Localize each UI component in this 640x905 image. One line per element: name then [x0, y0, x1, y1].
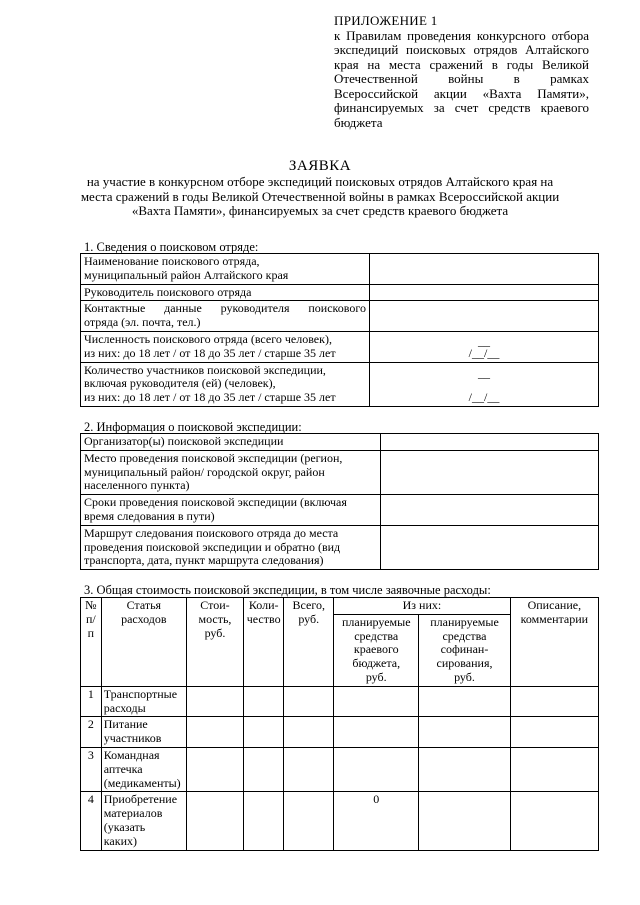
cell-total[interactable]: [284, 717, 334, 748]
header-cost: Стои- мость, руб.: [186, 598, 243, 687]
label-line: проведения поисковой экспедиции и обратно (вид: [84, 539, 341, 554]
cell-qty[interactable]: [244, 717, 284, 748]
cell-qty[interactable]: [244, 686, 284, 717]
label-line: муниципальный район Алтайского края: [84, 267, 289, 282]
table-row: [81, 450, 599, 494]
row-label: [81, 495, 381, 526]
cell-desc[interactable]: [510, 792, 598, 850]
label-line: включая руководителя (ей) (человек),: [84, 376, 276, 391]
cell-total[interactable]: [284, 747, 334, 791]
table-row: [81, 495, 599, 526]
cell-regional[interactable]: [334, 717, 419, 748]
row-label: [81, 450, 381, 494]
label-line: Организатор(ы) поисковой экспедиции: [84, 434, 284, 448]
ratio-blank: /__/__: [468, 390, 500, 405]
cell-desc[interactable]: [510, 747, 598, 791]
table-row: [81, 525, 599, 569]
table-row: [81, 792, 599, 850]
table-row: [81, 254, 599, 285]
row-num: 2: [81, 717, 102, 748]
label-line: Руководитель поискового отряда: [84, 284, 252, 299]
annex-text: к Правилам проведения конкурсного отбора экспедиций поисковых отрядов Алтайского края на места сражений в годы Великой Отечественной войны в рамках Всероссийской акции «Вахта Памяти», финансируемых за счет средств краевого бюджета: [334, 27, 589, 130]
input-cell-contacts[interactable]: [370, 301, 599, 332]
cell-total[interactable]: [284, 792, 334, 850]
cell-desc[interactable]: [510, 686, 598, 717]
table-row: [81, 362, 599, 406]
row-num: 3: [81, 747, 102, 791]
cell-desc[interactable]: [510, 717, 598, 748]
label-line: время следования в пути): [84, 508, 215, 523]
cell-regional[interactable]: 0: [334, 792, 419, 850]
label-line: Численность поискового отряда (всего человек),: [84, 331, 332, 346]
cell-cost[interactable]: [186, 747, 243, 791]
header-of-which: Из них:: [334, 598, 511, 615]
table-row: [81, 301, 599, 332]
row-label: [81, 301, 370, 332]
label-line: Место проведения поисковой экспедиции (регион,: [84, 450, 343, 465]
label-line: Маршрут следования поискового отряда до места: [84, 525, 339, 540]
label-line: отряда (эл. почта, тел.): [84, 315, 201, 330]
table-row: [81, 284, 599, 301]
label-line: Наименование поискового отряда,: [84, 254, 260, 268]
cell-cofin[interactable]: [419, 792, 510, 850]
cell-regional[interactable]: [334, 747, 419, 791]
input-cell-squad-name[interactable]: [370, 254, 599, 285]
header-cofinancing: планируемые средства софинан- сирования, руб.: [419, 614, 510, 686]
document-subtitle: на участие в конкурсном отборе экспедиций поисковых отрядов Алтайского края на места сражений в годы Великой Отечественной войны в рамках Всероссийской акции «Вахта Памяти», финансируемых за счет средств краевого бюджета: [80, 174, 560, 218]
row-label: [81, 331, 370, 362]
cell-regional[interactable]: [334, 686, 419, 717]
section2-heading: 2. Информация о поисковой экспедиции:: [84, 420, 302, 434]
header-description: Описание, комментарии: [510, 598, 598, 687]
cell-cost[interactable]: [186, 792, 243, 850]
header-total: Всего, руб.: [284, 598, 334, 687]
section3-table: [80, 597, 599, 851]
total-blank: __: [477, 333, 490, 348]
header-qty: Коли- чество: [244, 598, 284, 687]
label-line: Количество участников поисковой экспедиции,: [84, 362, 326, 377]
label-line: муниципальный район/ городской округ, район: [84, 464, 325, 479]
section2-table: [80, 433, 599, 570]
cell-qty[interactable]: [244, 792, 284, 850]
table-row: [81, 747, 599, 791]
annex-title: ПРИЛОЖЕНИЕ 1: [334, 13, 438, 28]
cell-cofin[interactable]: [419, 717, 510, 748]
row-label: [81, 434, 381, 451]
input-cell-participants[interactable]: [370, 362, 599, 406]
row-item: Питание участников: [101, 717, 186, 748]
label-line: населенного пункта): [84, 478, 190, 493]
label-line: Сроки проведения поисковой экспедиции (включая: [84, 495, 347, 510]
section3-heading: 3. Общая стоимость поисковой экспедиции, в том числе заявочные расходы:: [84, 583, 491, 597]
input-cell-squad-size[interactable]: [370, 331, 599, 362]
label-line: Контактные данные руководителя поискового: [84, 301, 366, 316]
row-label: [81, 525, 381, 569]
table-header-row: [81, 598, 599, 615]
row-num: 4: [81, 792, 102, 850]
row-num: 1: [81, 686, 102, 717]
input-cell-dates[interactable]: [381, 495, 599, 526]
table-row: [81, 686, 599, 717]
cell-total[interactable]: [284, 686, 334, 717]
ratio-blank: /__/__: [468, 345, 500, 360]
table-row: [81, 331, 599, 362]
row-label: [81, 284, 370, 301]
cell-cofin[interactable]: [419, 747, 510, 791]
cell-cost[interactable]: [186, 717, 243, 748]
table-row: [81, 434, 599, 451]
input-cell-organizer[interactable]: [381, 434, 599, 451]
cell-qty[interactable]: [244, 747, 284, 791]
annex-block: [334, 14, 589, 130]
row-item: Транспортные расходы: [101, 686, 186, 717]
label-line: из них: до 18 лет / от 18 до 35 лет / старше 35 лет: [84, 345, 336, 360]
section1-heading: 1. Сведения о поисковом отряде:: [84, 240, 259, 254]
header-num: № п/п: [81, 598, 102, 687]
section1-table: [80, 253, 599, 407]
row-label: [81, 254, 370, 285]
input-cell-leader[interactable]: [370, 284, 599, 301]
header-item: Статья расходов: [101, 598, 186, 687]
row-item: Приобретение материалов (указать каких): [101, 792, 186, 850]
row-label: [81, 362, 370, 406]
age-breakdown: [469, 335, 500, 359]
row-item: Командная аптечка (медикаменты): [101, 747, 186, 791]
label-line: из них: до 18 лет / от 18 до 35 лет / старше 35 лет: [84, 390, 336, 405]
input-cell-location[interactable]: [381, 450, 599, 494]
header-regional-budget: планируемые средства краевого бюджета, руб.: [334, 614, 419, 686]
total-blank: __: [477, 366, 490, 381]
label-line: транспорта, дата, пункт маршрута следования): [84, 553, 324, 568]
table-row: [81, 717, 599, 748]
document-title: ЗАЯВКА: [288, 158, 352, 174]
input-cell-route[interactable]: [381, 525, 599, 569]
cell-cost[interactable]: [186, 686, 243, 717]
age-breakdown: [469, 367, 500, 403]
cell-cofin[interactable]: [419, 686, 510, 717]
